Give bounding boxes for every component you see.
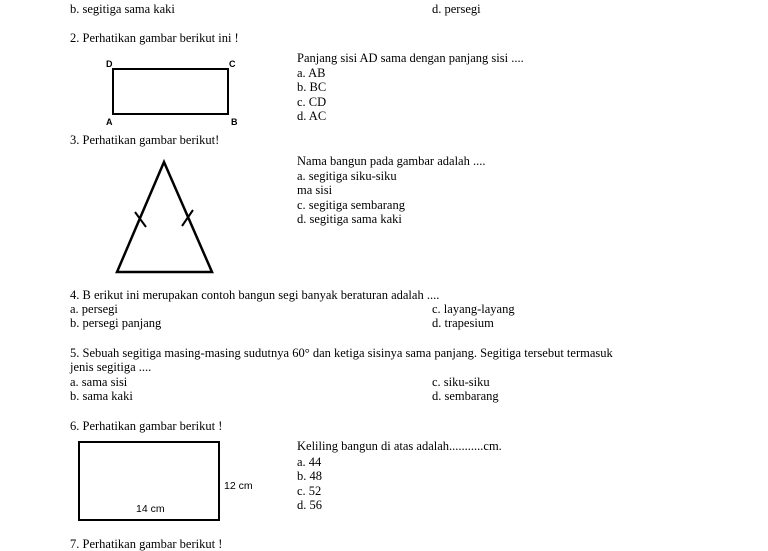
q6-width-label: 14 cm <box>136 503 165 515</box>
q5-question-line1: 5. Sebuah segitiga masing-masing sudutnya 60° dan ketiga sisinya sama panjang. Segitiga tersebut termasuk <box>70 346 613 360</box>
q6-height-label: 12 cm <box>224 480 253 492</box>
q2-vertex-b: B <box>231 117 238 127</box>
q6-question: Keliling bangun di atas adalah...........cm. <box>297 439 502 453</box>
q4-option-c: c. layang-layang <box>432 302 515 316</box>
q3-option-c: c. segitiga sembarang <box>297 198 405 212</box>
q6-option-d: d. 56 <box>297 498 322 512</box>
q4-option-a: a. persegi <box>70 302 118 316</box>
q2-vertex-c: C <box>229 59 236 69</box>
q5-option-c: c. siku-siku <box>432 375 490 389</box>
q5-option-a: a. sama sisi <box>70 375 128 389</box>
q3-option-a: a. segitiga siku-siku <box>297 169 397 183</box>
q1-option-b: b. segitiga sama kaki <box>70 2 175 16</box>
q4-question: 4. B erikut ini merupakan contoh bangun segi banyak beraturan adalah .... <box>70 288 440 302</box>
q5-question-line2: jenis segitiga .... <box>70 360 152 374</box>
q1-option-d: d. persegi <box>432 2 481 16</box>
q6-option-c: c. 52 <box>297 484 322 498</box>
q2-option-c: c. CD <box>297 95 327 109</box>
q6-option-b: b. 48 <box>297 469 322 483</box>
q6-prompt: 6. Perhatikan gambar berikut ! <box>70 419 223 433</box>
q2-vertex-a: A <box>106 117 113 127</box>
q3-prompt: 3. Perhatikan gambar berikut! <box>70 133 220 147</box>
q3-option-d: d. segitiga sama kaki <box>297 212 402 226</box>
q4-option-b: b. persegi panjang <box>70 316 162 330</box>
q2-option-b: b. BC <box>297 80 327 94</box>
q2-question: Panjang sisi AD sama dengan panjang sisi .... <box>297 51 524 65</box>
q2-vertex-d: D <box>106 59 113 69</box>
q6-option-a: a. 44 <box>297 455 322 469</box>
q4-option-d: d. trapesium <box>432 316 494 330</box>
q2-option-a: a. AB <box>297 66 326 80</box>
q7-prompt: 7. Perhatikan gambar berikut ! <box>70 537 223 551</box>
q2-prompt: 2. Perhatikan gambar berikut ini ! <box>70 31 239 45</box>
q3-option-b-fragment: ma sisi <box>297 183 333 197</box>
q3-question: Nama bangun pada gambar adalah .... <box>297 154 486 168</box>
q2-option-d: d. AC <box>297 109 327 123</box>
q5-option-b: b. sama kaki <box>70 389 133 403</box>
q5-option-d: d. sembarang <box>432 389 499 403</box>
